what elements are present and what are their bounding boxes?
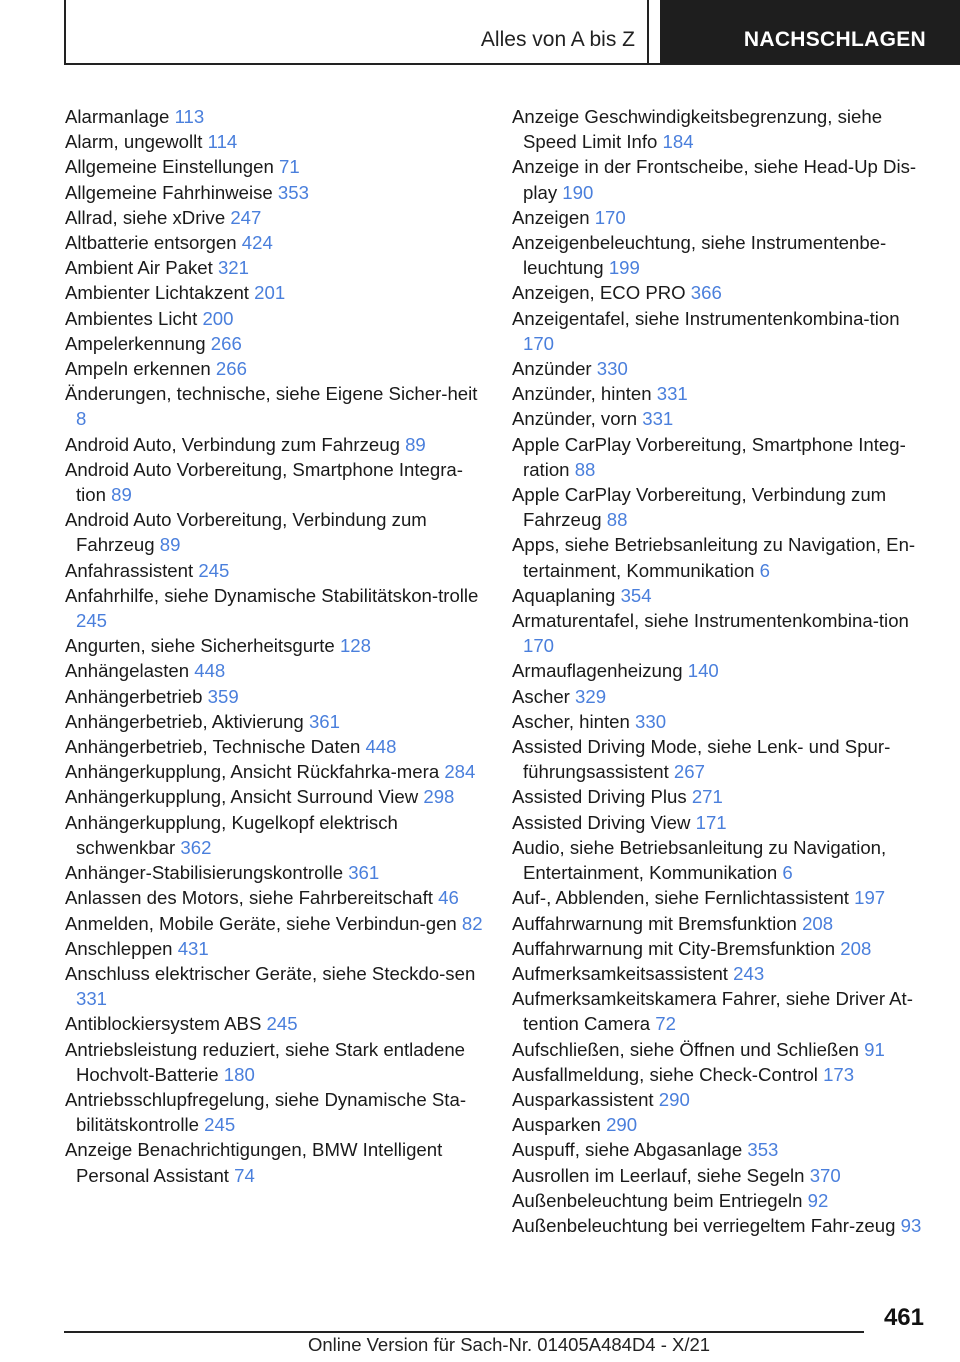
index-entry — [512, 936, 932, 961]
index-entry-text: Antiblockiersystem ABS — [65, 1013, 262, 1035]
index-page-link[interactable]: 190 — [562, 181, 594, 203]
index-entry — [512, 406, 932, 431]
index-entry — [512, 1112, 932, 1137]
index-page-link[interactable]: 114 — [207, 131, 238, 153]
index-entry — [512, 684, 932, 709]
index-entry-text: Anhängerbetrieb, Aktivierung — [65, 710, 304, 732]
index-page-link[interactable]: 370 — [809, 1164, 841, 1186]
index-entry-text: Anhängerkupplung, Ansicht Surround View — [65, 786, 419, 808]
index-page-link[interactable]: 361 — [308, 710, 340, 732]
index-entry — [512, 986, 932, 1036]
index-entry — [512, 1163, 932, 1188]
index-page-link[interactable]: 72 — [655, 1013, 676, 1035]
index-page-link[interactable]: 266 — [215, 358, 247, 380]
index-entry — [65, 1037, 485, 1087]
index-page-link[interactable]: 208 — [802, 912, 834, 934]
index-entry-text: Ascher, hinten — [512, 710, 630, 732]
index-page-link[interactable]: 247 — [230, 206, 262, 228]
index-entry — [65, 911, 485, 936]
index-entry — [65, 280, 485, 305]
index-entry — [65, 734, 485, 759]
index-page-link[interactable]: 113 — [174, 106, 205, 127]
index-entry — [512, 230, 932, 280]
index-entry — [512, 280, 932, 305]
index-column-right — [512, 104, 932, 1238]
index-entry — [512, 1213, 932, 1238]
footer-version-text: Online Version für Sach-Nr. 01405A484D4 - X/21 — [308, 1334, 711, 1355]
index-entry-text: Anzeigentafel, siehe Instrumentenkombina-tion — [512, 307, 900, 329]
page-number: 461 — [883, 1304, 924, 1331]
index-page-link[interactable]: 329 — [575, 685, 607, 707]
index-entry-text: Auffahrwarnung mit City-Bremsfunktion — [512, 937, 836, 959]
index-page-link[interactable]: 89 — [111, 484, 132, 506]
index-page-link[interactable]: 199 — [608, 257, 640, 279]
index-entry — [65, 180, 485, 205]
index-entry — [512, 1188, 932, 1213]
index-entry — [65, 356, 485, 381]
index-entry — [512, 1087, 932, 1112]
index-entry-text: Ambient Air Paket — [65, 257, 213, 279]
index-entry-text: Anzeigen — [512, 206, 590, 228]
index-entry — [65, 633, 485, 658]
index-entry-text: Ampeln erkennen — [65, 358, 211, 380]
index-entry-text: Anzünder, hinten — [512, 383, 652, 405]
index-entry-text: Aufmerksamkeitskamera Fahrer, siehe Driver At-tention Camera — [512, 988, 913, 1035]
index-page-link[interactable]: 170 — [594, 206, 626, 228]
index-entry — [512, 356, 932, 381]
index-entry — [512, 784, 932, 809]
index-page-link[interactable]: 245 — [76, 610, 108, 632]
index-page-link[interactable]: 298 — [423, 786, 455, 808]
index-entry-text: Armauflagenheizung — [512, 660, 683, 682]
index-page-link[interactable]: 200 — [202, 307, 234, 329]
index-entry-text: Allrad, siehe xDrive — [65, 206, 226, 228]
index-entry — [65, 230, 485, 255]
index-entry-text: Anmelden, Mobile Geräte, siehe Verbindun-gen — [65, 912, 457, 934]
index-entry-text: Android Auto, Verbindung zum Fahrzeug — [65, 433, 400, 455]
index-page-link[interactable]: 74 — [234, 1164, 255, 1186]
index-entry — [65, 432, 485, 457]
index-entry-text: Ampelerkennung — [65, 332, 206, 354]
index-page-link[interactable]: 71 — [278, 156, 300, 178]
index-entry — [65, 885, 485, 910]
index-entry — [512, 1037, 932, 1062]
index-entry-text: Audio, siehe Betriebsanleitung zu Navigation, Entertainment, Kommunikation — [512, 836, 887, 884]
index-entry-text: Alarm, ungewollt — [65, 131, 203, 153]
index-entry-text: Anhängerkupplung, Kugelkopf elektrisch schwenkbar — [65, 811, 398, 858]
index-entry — [512, 532, 932, 582]
index-entry — [65, 558, 485, 583]
index-page-link[interactable]: 330 — [596, 358, 628, 380]
index-page-link[interactable]: 353 — [747, 1139, 779, 1161]
index-page-link[interactable]: 8 — [76, 408, 87, 430]
index-entry-text: Anzünder — [512, 358, 592, 380]
index-page-link[interactable]: 201 — [254, 282, 286, 304]
index-entry — [512, 885, 932, 910]
index-page-link[interactable]: 331 — [642, 408, 674, 430]
index-entry — [65, 331, 485, 356]
index-page-link[interactable]: 170 — [523, 332, 555, 354]
index-entry — [512, 1062, 932, 1087]
index-entry-text: Außenbeleuchtung bei verriegeltem Fahr-zeug — [512, 1214, 896, 1236]
index-page-link[interactable]: 91 — [864, 1038, 885, 1060]
index-entry-text: Ausparken — [512, 1114, 601, 1136]
index-entry — [65, 255, 485, 280]
index-entry — [512, 608, 932, 658]
index-entry — [65, 205, 485, 230]
index-entry-text: Assisted Driving View — [512, 811, 691, 833]
index-page-link[interactable]: 267 — [673, 761, 705, 783]
index-entry — [512, 734, 932, 784]
index-page-link[interactable]: 173 — [823, 1063, 855, 1085]
index-entry-text: Anzeigenbeleuchtung, siehe Instrumentenbe-leuchtung — [512, 232, 887, 279]
index-page-link[interactable]: 366 — [690, 282, 722, 304]
index-page-link[interactable]: 88 — [574, 458, 596, 480]
index-page-link[interactable]: 89 — [405, 433, 426, 455]
index-page-link[interactable]: 245 — [204, 1114, 236, 1136]
index-entry — [512, 835, 932, 885]
index-entry-text: Anzeigen, ECO PRO — [512, 282, 686, 304]
index-page-link[interactable]: 330 — [635, 710, 667, 732]
index-entry — [512, 911, 932, 936]
index-entry — [65, 860, 485, 885]
index-entry — [65, 936, 485, 961]
index-page-link[interactable]: 170 — [523, 635, 555, 657]
index-entry-text: Anzeige Benachrichtigungen, BMW Intelligent Personal Assistant — [65, 1139, 443, 1186]
index-page-link[interactable]: 359 — [207, 685, 239, 707]
index-entry — [65, 658, 485, 683]
index-page-link[interactable]: 448 — [194, 660, 226, 682]
index-entry-text: Allgemeine Einstellungen — [65, 156, 274, 178]
index-entry-text: Anschluss elektrischer Geräte, siehe Steckdo-sen — [65, 962, 476, 984]
index-page-link[interactable]: 6 — [782, 862, 793, 884]
index-page-link[interactable]: 321 — [217, 257, 249, 279]
index-page-link[interactable]: 284 — [444, 761, 476, 783]
section-title: Alles von A bis Z — [480, 28, 635, 51]
index-entry — [512, 482, 932, 532]
index-entry-text: Anhängelasten — [65, 660, 190, 682]
index-entry — [512, 154, 932, 204]
index-entry-text: Aquaplaning — [512, 584, 616, 606]
index-entry — [65, 961, 485, 1011]
index-entry — [65, 684, 485, 709]
index-page-link[interactable]: 448 — [365, 736, 397, 758]
index-entry-text: Alarmanlage — [65, 106, 170, 127]
index-page-link[interactable]: 93 — [900, 1214, 922, 1236]
index-entry-text: Anzeige Geschwindigkeitsbegrenzung, siehe Speed Limit Info — [512, 106, 883, 153]
index-entry-text: Auf-, Abblenden, siehe Fernlichtassistent — [512, 887, 849, 909]
index-page-link[interactable]: 271 — [691, 786, 723, 808]
index-entry — [65, 759, 485, 784]
index-page-link[interactable]: 290 — [658, 1088, 690, 1110]
index-entry-text: Antriebsschlupfregelung, siehe Dynamische Sta-bilitätskontrolle — [65, 1088, 467, 1136]
index-page-link[interactable]: 180 — [223, 1063, 255, 1085]
index-page-link[interactable]: 46 — [438, 887, 459, 909]
header-left-rule — [64, 0, 66, 64]
index-entry-text: Ausrollen im Leerlauf, siehe Segeln — [512, 1164, 805, 1186]
index-page-link[interactable]: 184 — [662, 131, 694, 153]
index-entry — [65, 784, 485, 809]
index-entry-text: Android Auto Vorbereitung, Smartphone Integra-tion — [65, 458, 463, 506]
index-entry-text: Anfahrassistent — [65, 559, 194, 581]
index-entry-text: Armaturentafel, siehe Instrumentenkombina-tion — [512, 610, 909, 632]
index-entry — [512, 1137, 932, 1162]
index-entry — [512, 306, 932, 356]
index-entry-text: Anschleppen — [65, 937, 173, 959]
index-entry-text: Allgemeine Fahrhinweise — [65, 181, 273, 203]
index-page-link[interactable]: 243 — [733, 962, 765, 984]
index-entry-text: Assisted Driving Plus — [512, 786, 687, 808]
index-entry-text: Ascher — [512, 685, 570, 707]
index-page-link[interactable]: 266 — [210, 332, 242, 354]
index-entry — [65, 457, 485, 507]
index-page-link[interactable]: 6 — [759, 559, 771, 581]
index-entry — [512, 810, 932, 835]
index-entry-text: Apple CarPlay Vorbereitung, Smartphone Integ-ration — [512, 433, 906, 480]
index-entry-text: Anhänger-Stabilisierungskontrolle — [65, 862, 344, 884]
index-entry-text: Anzünder, vorn — [512, 408, 638, 430]
index-entry — [512, 205, 932, 230]
chapter-badge — [660, 0, 960, 64]
index-entry-text: Aufmerksamkeitsassistent — [512, 962, 728, 984]
index-entry-text: Anzeige in der Frontscheibe, siehe Head-Up Dis-play — [512, 156, 917, 203]
index-entry-text: Apple CarPlay Vorbereitung, Verbindung zum Fahrzeug — [512, 484, 887, 531]
footer-rule — [64, 1331, 864, 1333]
index-entry — [512, 381, 932, 406]
index-entry — [512, 658, 932, 683]
index-entry — [65, 810, 485, 860]
index-entry-text: Apps, siehe Betriebsanleitung zu Navigation, En-tertainment, Kommunikation — [512, 534, 916, 581]
index-entry — [65, 1087, 485, 1137]
index-page-link[interactable]: 431 — [177, 937, 209, 959]
index-page-link[interactable]: 82 — [461, 912, 483, 934]
index-page-link[interactable]: 92 — [807, 1189, 829, 1211]
index-page-link[interactable]: 208 — [840, 937, 872, 959]
index-page-link[interactable]: 197 — [854, 887, 886, 909]
index-entry — [512, 432, 932, 482]
index-page-link[interactable]: 89 — [159, 534, 181, 556]
index-page-link[interactable]: 245 — [266, 1013, 298, 1035]
index-entry-text: Ausparkassistent — [512, 1088, 654, 1110]
index-entry-text: Änderungen, technische, siehe Eigene Sicher-heit — [65, 383, 478, 405]
index-entry — [65, 381, 485, 431]
index-entry-text: Antriebsleistung reduziert, siehe Stark entladene Hochvolt-Batterie — [65, 1038, 466, 1085]
index-page-link[interactable]: 245 — [198, 559, 230, 581]
index-column-left — [65, 104, 485, 1188]
index-entry-text: Anfahrhilfe, siehe Dynamische Stabilitätskon-trolle — [65, 584, 479, 606]
index-entry — [512, 104, 932, 154]
index-entry-text: Auffahrwarnung mit Bremsfunktion — [512, 912, 797, 934]
index-page-link[interactable]: 331 — [656, 383, 688, 405]
index-entry-text: Ambienter Lichtakzent — [65, 282, 249, 304]
index-page-link[interactable]: 331 — [76, 988, 108, 1010]
index-page-link[interactable]: 424 — [241, 232, 273, 254]
index-page-link[interactable]: 128 — [339, 635, 371, 657]
index-entry-text: Außenbeleuchtung beim Entriegeln — [512, 1189, 803, 1211]
index-entry-text: Anhängerbetrieb, Technische Daten — [65, 736, 361, 758]
index-entry — [65, 129, 485, 154]
index-entry-text: Anhängerkupplung, Ansicht Rückfahrka-mera — [65, 761, 440, 783]
index-page-link[interactable]: 353 — [277, 181, 309, 203]
index-entry — [65, 1137, 485, 1187]
index-entry — [512, 583, 932, 608]
chapter-badge-label: NACHSCHLAGEN — [743, 28, 926, 51]
index-entry-text: Ambientes Licht — [65, 307, 198, 329]
index-page-link[interactable]: 290 — [606, 1114, 638, 1136]
index-page-link[interactable]: 140 — [687, 660, 719, 682]
index-page-link[interactable]: 88 — [606, 509, 628, 531]
index-entry — [65, 154, 485, 179]
index-entry-text: Ausfallmeldung, siehe Check-Control — [512, 1063, 818, 1085]
index-entry — [65, 583, 485, 633]
index-entry — [512, 961, 932, 986]
index-entry-text: Aufschließen, siehe Öffnen und Schließen — [512, 1038, 859, 1060]
index-page-link[interactable]: 361 — [348, 862, 380, 884]
index-entry — [512, 709, 932, 734]
index-entry-text: Android Auto Vorbereitung, Verbindung zum Fahrzeug — [65, 509, 427, 556]
index-entry-text: Anhängerbetrieb — [65, 685, 203, 707]
index-page-link[interactable]: 171 — [695, 811, 727, 833]
index-entry — [65, 1011, 485, 1036]
index-entry-text: Assisted Driving Mode, siehe Lenk- und Spur-führungsassistent — [512, 736, 891, 783]
index-page-link[interactable]: 354 — [620, 584, 652, 606]
index-entry-text: Anlassen des Motors, siehe Fahrbereitschaft — [65, 887, 433, 909]
index-entry-text: Altbatterie entsorgen — [65, 232, 237, 254]
index-entry — [65, 104, 485, 129]
index-entry — [65, 306, 485, 331]
index-entry-text: Angurten, siehe Sicherheitsgurte — [65, 635, 335, 657]
index-entry-text: Auspuff, siehe Abgasanlage — [512, 1139, 743, 1161]
index-entry — [65, 709, 485, 734]
index-page-link[interactable]: 362 — [180, 836, 212, 858]
index-entry — [65, 507, 485, 557]
header-divider — [647, 0, 649, 64]
